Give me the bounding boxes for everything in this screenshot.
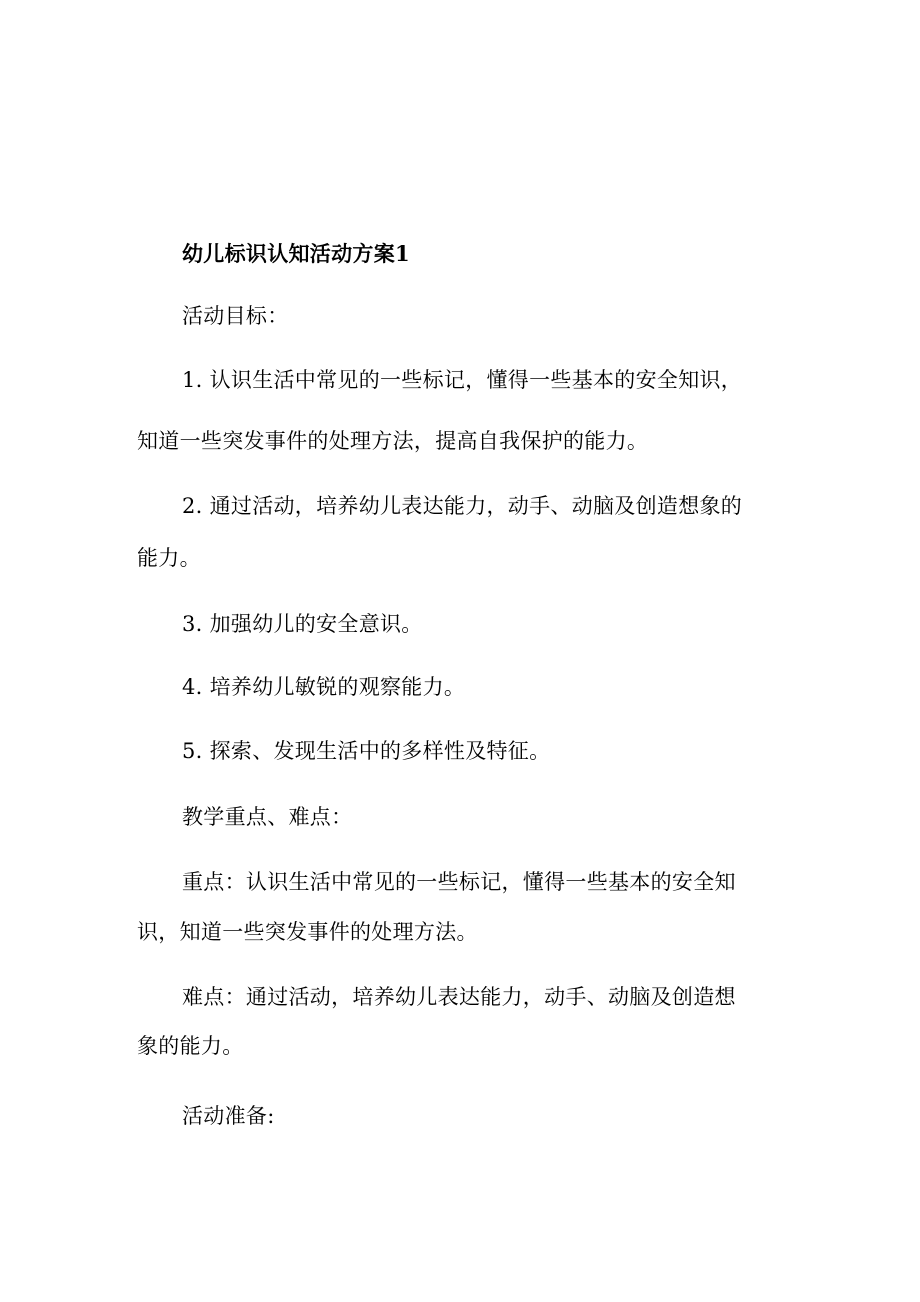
difficult-point-line-1: 难点：通过活动，培养幼儿表达能力，动手、动脑及创造想: [182, 985, 736, 1009]
goal-5: 5. 探索、发现生活中的多样性及特征。: [182, 739, 551, 763]
key-point-line-2: 识，知道一些突发事件的处理方法。: [137, 920, 478, 944]
key-point-line-1: 重点：认识生活中常见的一些标记，懂得一些基本的安全知: [182, 870, 736, 894]
goal-2-line-1: 2. 通过活动，培养幼儿表达能力，动手、动脑及创造想象的: [182, 494, 743, 518]
section-heading-goals: 活动目标：: [182, 304, 289, 328]
section-heading-key-points: 教学重点、难点：: [182, 805, 353, 829]
goal-3: 3. 加强幼儿的安全意识。: [182, 612, 423, 636]
goal-2-line-2: 能力。: [137, 546, 201, 570]
document-title: 幼儿标识认知活动方案1: [182, 241, 410, 266]
difficult-point-line-2: 象的能力。: [137, 1034, 244, 1058]
section-heading-preparation: 活动准备:: [182, 1104, 275, 1128]
goal-1-line-1: 1. 认识生活中常见的一些标记，懂得一些基本的安全知识，: [182, 368, 743, 392]
goal-1-line-2: 知道一些突发事件的处理方法，提高自我保护的能力。: [137, 429, 649, 453]
goal-4: 4. 培养幼儿敏锐的观察能力。: [182, 675, 466, 699]
